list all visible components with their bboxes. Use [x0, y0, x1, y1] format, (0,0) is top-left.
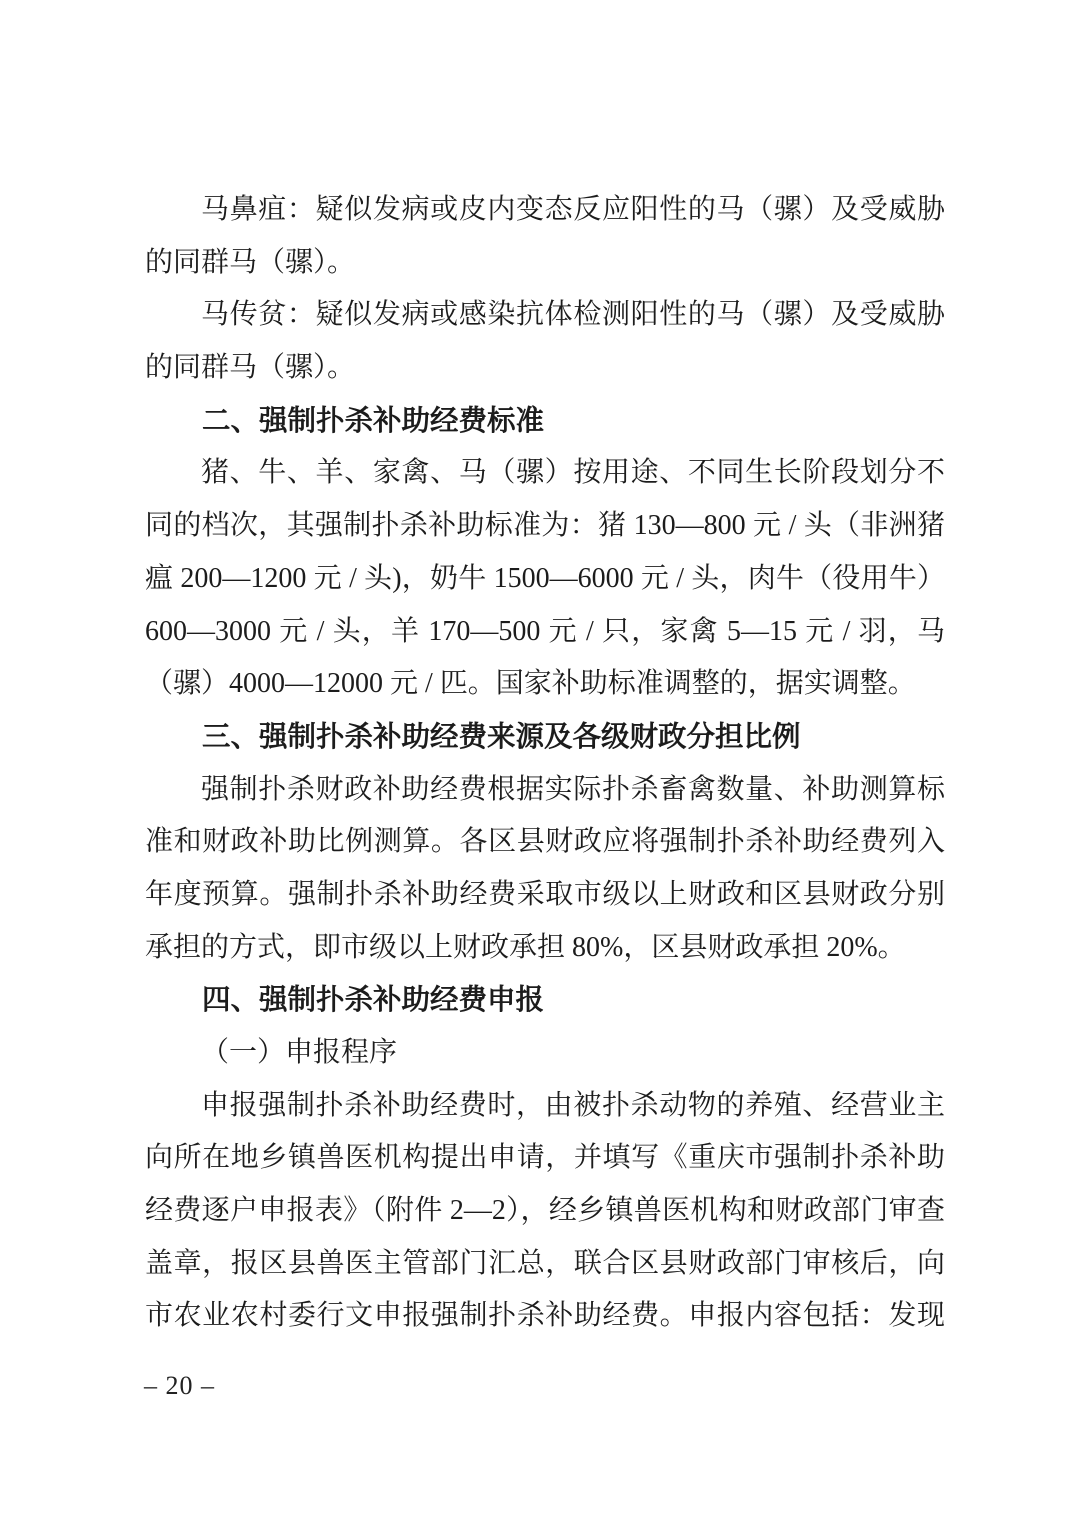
paragraph-line: 向所在地乡镇兽医机构提出申请，并填写《重庆市强制扑杀补助 [145, 1142, 945, 1174]
paragraph-line: 市农业农村委行文申报强制扑杀补助经费。申报内容包括：发现 [145, 1300, 945, 1332]
paragraph-line: 承担的方式，即市级以上财政承担 80%，区县财政承担 20%。 [145, 931, 906, 963]
paragraph-line: 的同群马（骡）。 [145, 352, 356, 384]
paragraph-line: 同的档次，其强制扑杀补助标准为：猪 130—800 元 / 头（非洲猪 [145, 510, 945, 542]
subheading-line: （一）申报程序 [201, 1037, 398, 1068]
paragraph-line: 准和财政补助比例测算。各区县财政应将强制扑杀补助经费列入 [145, 826, 945, 858]
paragraph-line: （骡）4000—12000 元 / 匹。国家补助标准调整的，据实调整。 [145, 668, 916, 700]
paragraph-line: 强制扑杀财政补助经费根据实际扑杀畜禽数量、补助测算标 [201, 773, 945, 805]
paragraph-line: 申报强制扑杀补助经费时，由被扑杀动物的养殖、经营业主 [201, 1089, 945, 1121]
paragraph-line: 盖章，报区县兽医主管部门汇总，联合区县财政部门审核后，向 [145, 1247, 945, 1279]
paragraph-line: 的同群马（骡）。 [145, 246, 356, 278]
paragraph-line: 马传贫：疑似发病或感染抗体检测阳性的马（骡）及受威胁 [201, 299, 945, 331]
paragraph-line: 猪、牛、羊、家禽、马（骡）按用途、不同生长阶段划分不 [201, 457, 945, 489]
heading-line: 二、强制扑杀补助经费标准 [202, 404, 545, 437]
paragraph-line: 600—3000 元 / 头，羊 170—500 元 / 只，家禽 5—15 元 / 羽，马 [145, 615, 945, 647]
paragraph-line: 年度预算。强制扑杀补助经费采取市级以上财政和区县财政分别 [145, 878, 945, 910]
paragraph-line: 经费逐户申报表》（附件 2—2），经乡镇兽医机构和财政部门审查 [145, 1195, 945, 1227]
heading-line: 四、强制扑杀补助经费申报 [202, 984, 545, 1017]
paragraph-line: 马鼻疽：疑似发病或皮内变态反应阳性的马（骡）及受威胁 [201, 194, 945, 225]
heading-line: 三、强制扑杀补助经费来源及各级财政分担比例 [202, 720, 801, 753]
page-number: – 20 – [144, 1371, 215, 1400]
paragraph-line: 瘟 200—1200 元 / 头)，奶牛 1500—6000 元 / 头，肉牛（役用牛） [145, 562, 945, 594]
document-content [145, 184, 945, 1343]
